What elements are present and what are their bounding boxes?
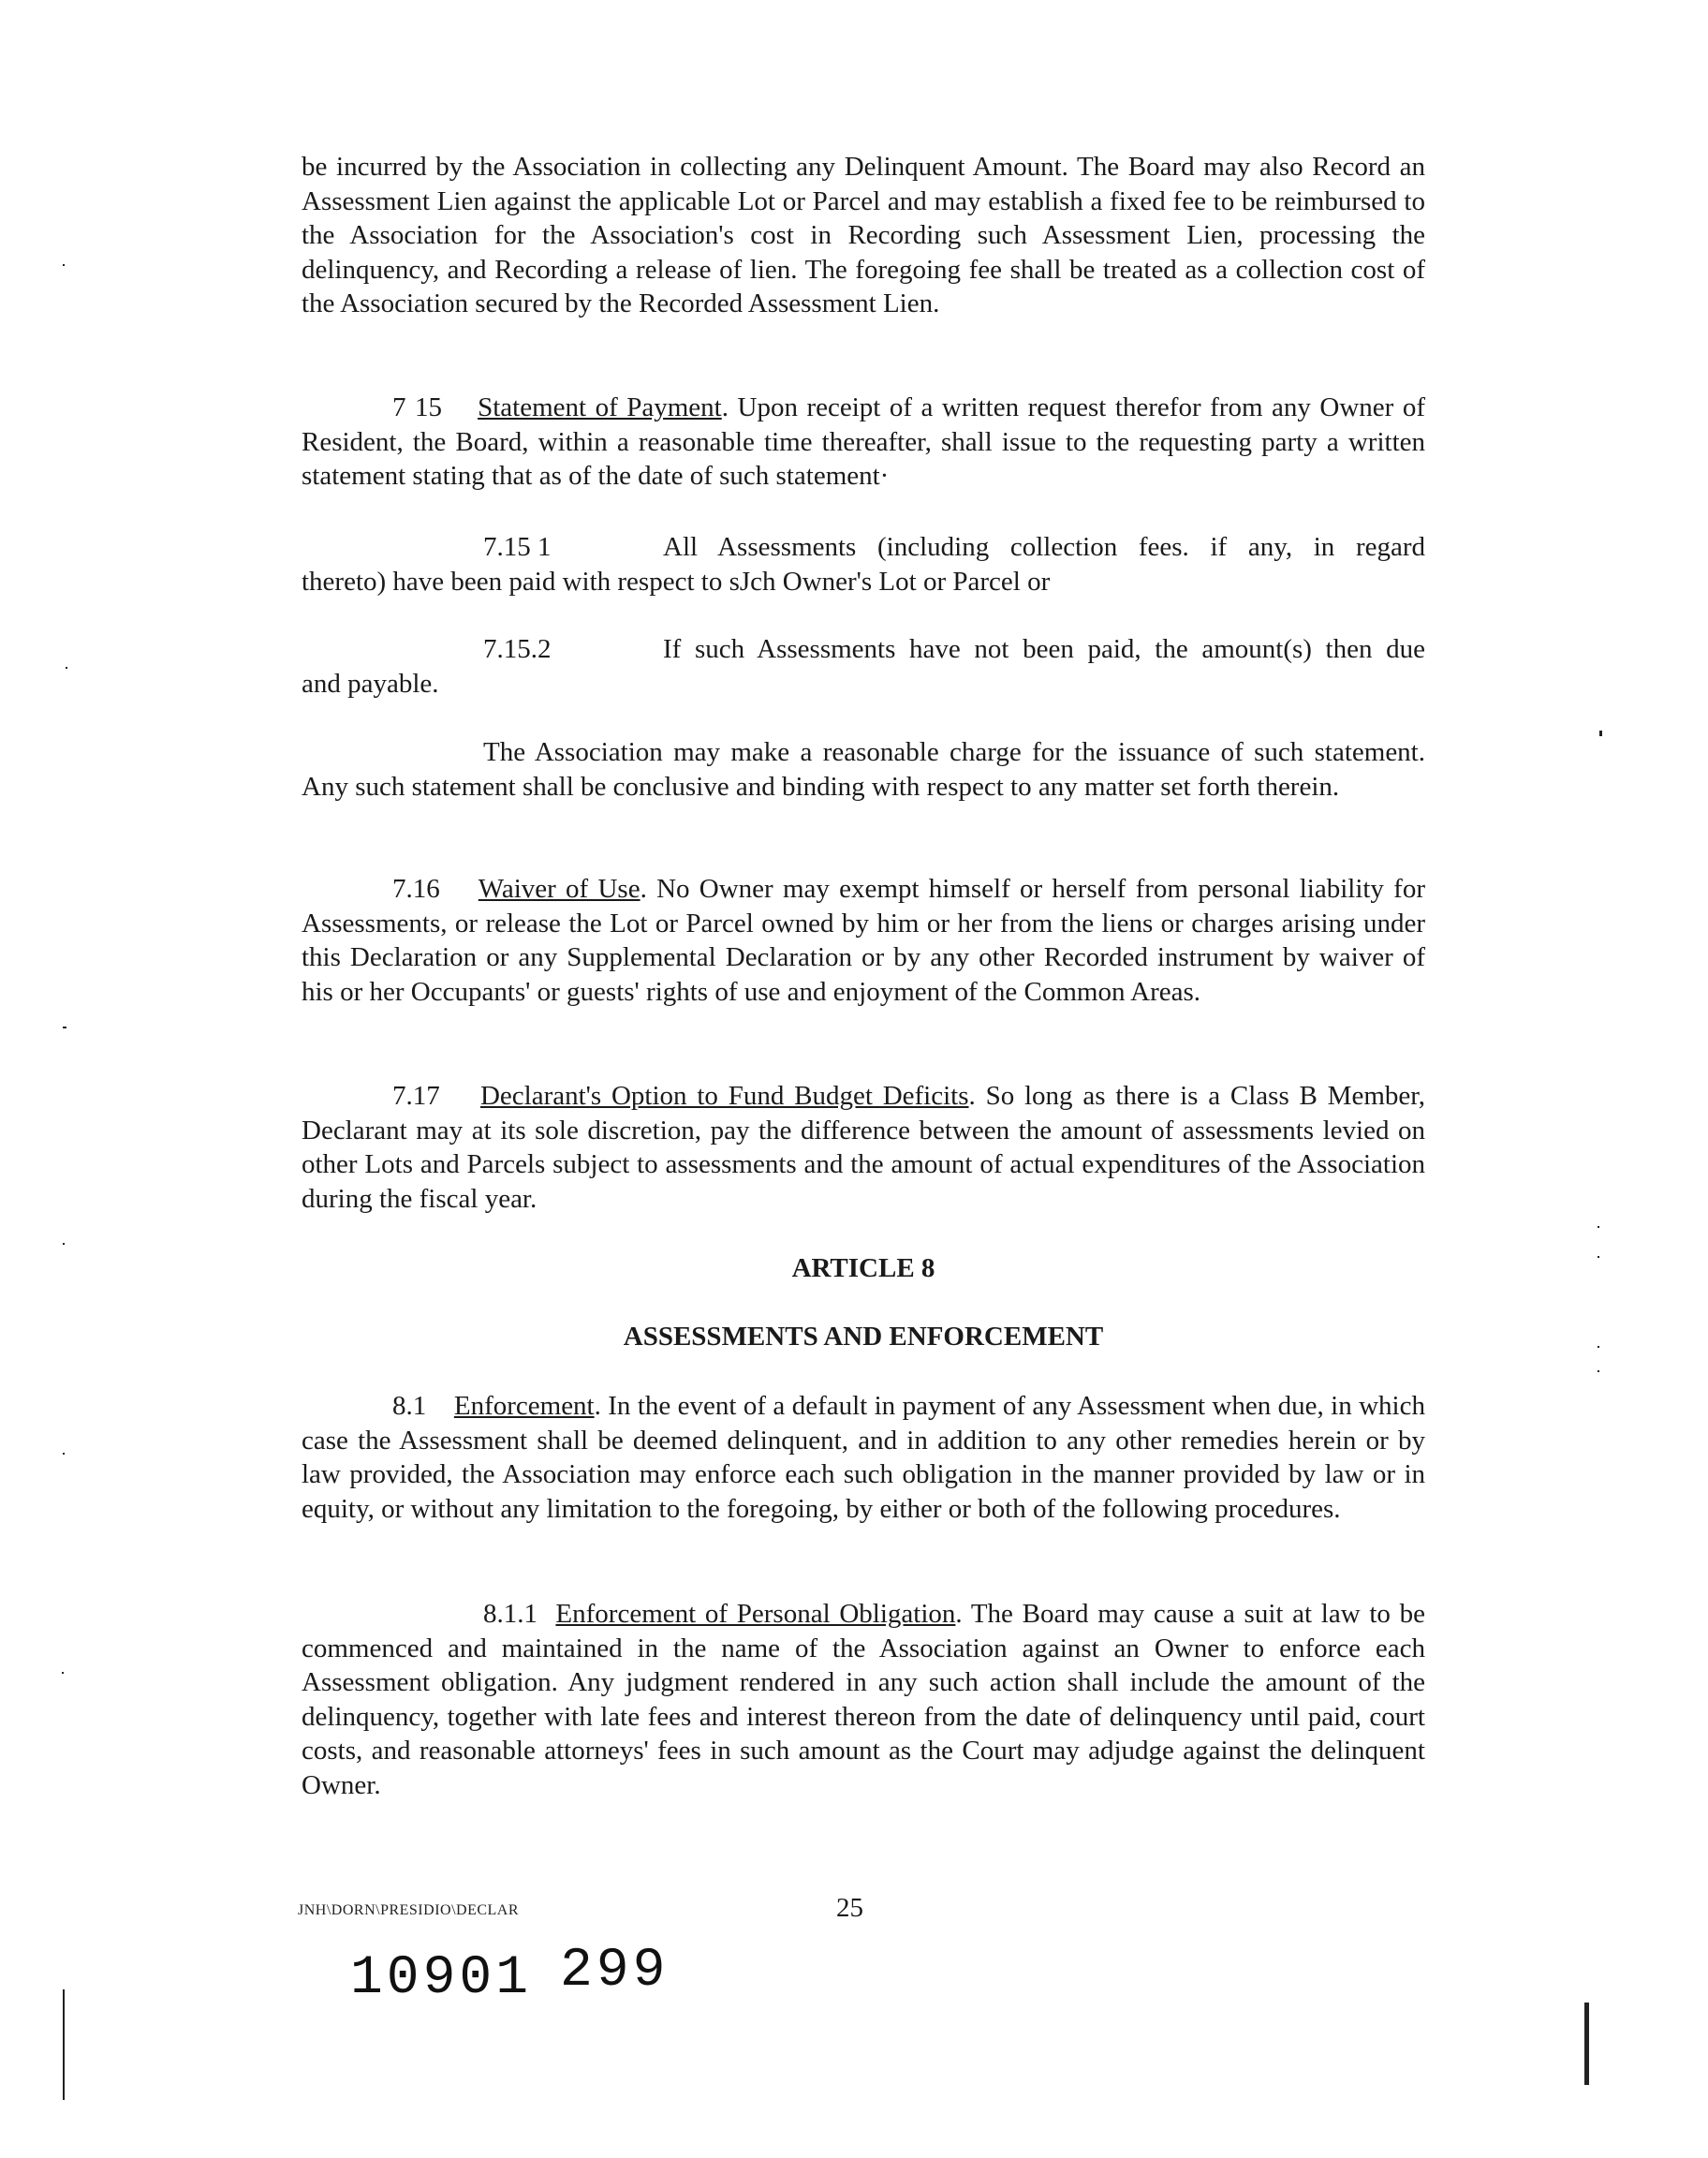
- recording-stamp-page: 299: [560, 1941, 670, 2002]
- section-8-1: [302, 1389, 1425, 1526]
- paragraph-intro: [302, 150, 1425, 321]
- section-7-15-title: Statement of Payment: [478, 392, 722, 422]
- paragraph-intro-text: be incurred by the Association in collecting any Delinquent Amount. The Board may also Record an Assessment Lien against the applicable Lot or Parcel and may establish a fixed fee to be reimbursed to the Association for the Association's cost in Recording such Assessment Lien, processing the delinquency, and Recording a release of lien. The foregoing fee shall be treated as a collection cost of the Association secured by the Recorded Assessment Lien.: [302, 152, 1425, 318]
- section-7-16: [302, 872, 1425, 1009]
- scan-mark-right-1: [1599, 731, 1602, 736]
- section-7-15-1-number: 7.15 1: [483, 532, 552, 562]
- article-title: ASSESSMENTS AND ENFORCEMENT: [623, 1322, 1104, 1352]
- page-number: 25: [836, 1893, 863, 1923]
- scan-mark-left-1: [63, 264, 65, 266]
- scan-mark-left-2: [66, 667, 67, 669]
- section-7-15-2-first-line: If such Assessments have not been paid, the amount(s) then due: [663, 634, 1425, 664]
- binding-line-right: [1584, 2003, 1589, 2085]
- section-7-15-number: 7 15: [392, 392, 443, 422]
- scan-mark-right-4: [1598, 1346, 1599, 1348]
- section-7-15-1-rest: thereto) have been paid with respect to sJch Owner's Lot or Parcel or: [302, 566, 1051, 597]
- paragraph-charge: [302, 735, 1425, 804]
- section-7-15-2-number: 7.15.2: [483, 634, 552, 664]
- footer-file-code: JNH\DORN\PRESIDIO\DECLAR: [298, 1902, 520, 1918]
- scan-mark-left-6: [62, 1672, 64, 1674]
- section-7-16-number: 7.16: [392, 874, 440, 904]
- section-8-1-1-title: Enforcement of Personal Obligation: [555, 1599, 956, 1629]
- section-7-15-body: . Upon receipt of a written request therefor from any Owner of Resident, the Board, within a reasonable time thereafter, shall issue to the requesting party a written statement stating that as of the date of such statement·: [302, 392, 1425, 491]
- section-8-1-body: . In the event of a default in payment of any Assessment when due, in which case the Assessment shall be deemed delinquent, and in addition to any other remedies herein or by law provided, the Association may enforce each such obligation in the manner provided by law or in equity, or without any limitation to the foregoing, by either or both of the following procedures.: [302, 1391, 1425, 1524]
- section-8-1-title: Enforcement: [453, 1391, 595, 1421]
- section-7-15-1-first-line: All Assessments (including collection fees. if any, in regard: [663, 532, 1425, 562]
- section-8-1-1-body: . The Board may cause a suit at law to be commenced and maintained in the name of the Association against an Owner to enforce each Assessment obligation. Any judgment rendered in any such action shall include the amount of the delinquency, together with late fees and interest thereon from the date of delinquency until paid, court costs, and reasonable attorneys' fees in such amount as the Court may adjudge against the delinquent Owner.: [302, 1599, 1425, 1800]
- paragraph-charge-text: The Association may make a reasonable charge for the issuance of such statement. Any such statement shall be conclusive and binding with respect to any matter set forth therein.: [302, 737, 1425, 802]
- section-7-17-body: . So long as there is a Class B Member, Declarant may at its sole discretion, pay the difference between the amount of assessments levied on other Lots and Parcels subject to assessments and the amount of actual expenditures of the Association during the fiscal year.: [302, 1081, 1426, 1214]
- scan-mark-right-2: [1598, 1226, 1599, 1228]
- section-8-1-1-number: 8.1.1: [483, 1599, 537, 1629]
- section-7-15-2-rest: and payable.: [302, 668, 439, 699]
- section-7-15: [302, 391, 1425, 494]
- section-7-17: [302, 1079, 1425, 1216]
- section-7-17-title: Declarant's Option to Fund Budget Deficits: [479, 1081, 969, 1111]
- section-7-16-title: Waiver of Use: [478, 874, 640, 904]
- scan-mark-left-5: [63, 1453, 65, 1455]
- scan-mark-right-5: [1598, 1370, 1599, 1372]
- section-7-17-number: 7.17: [392, 1081, 440, 1111]
- scan-mark-right-3: [1598, 1256, 1599, 1258]
- scan-mark-left-4: [63, 1243, 65, 1245]
- section-8-1-1: [302, 1597, 1425, 1802]
- recording-stamp-book: 10901: [350, 1948, 533, 2009]
- section-8-1-number: 8.1: [392, 1391, 427, 1421]
- binding-line-left: [63, 1989, 65, 2100]
- scan-mark-left-3: [63, 1027, 66, 1028]
- article-heading: ARTICLE 8: [791, 1253, 935, 1283]
- section-7-16-body: . No Owner may exempt himself or herself from personal liability for Assessments, or release the Lot or Parcel owned by him or her from the liens or charges arising under this Declaration or any Supplemental Declaration or by any other Recorded instrument by waiver of his or her Occupants' or guests' rights of use and enjoyment of the Common Areas.: [302, 874, 1425, 1007]
